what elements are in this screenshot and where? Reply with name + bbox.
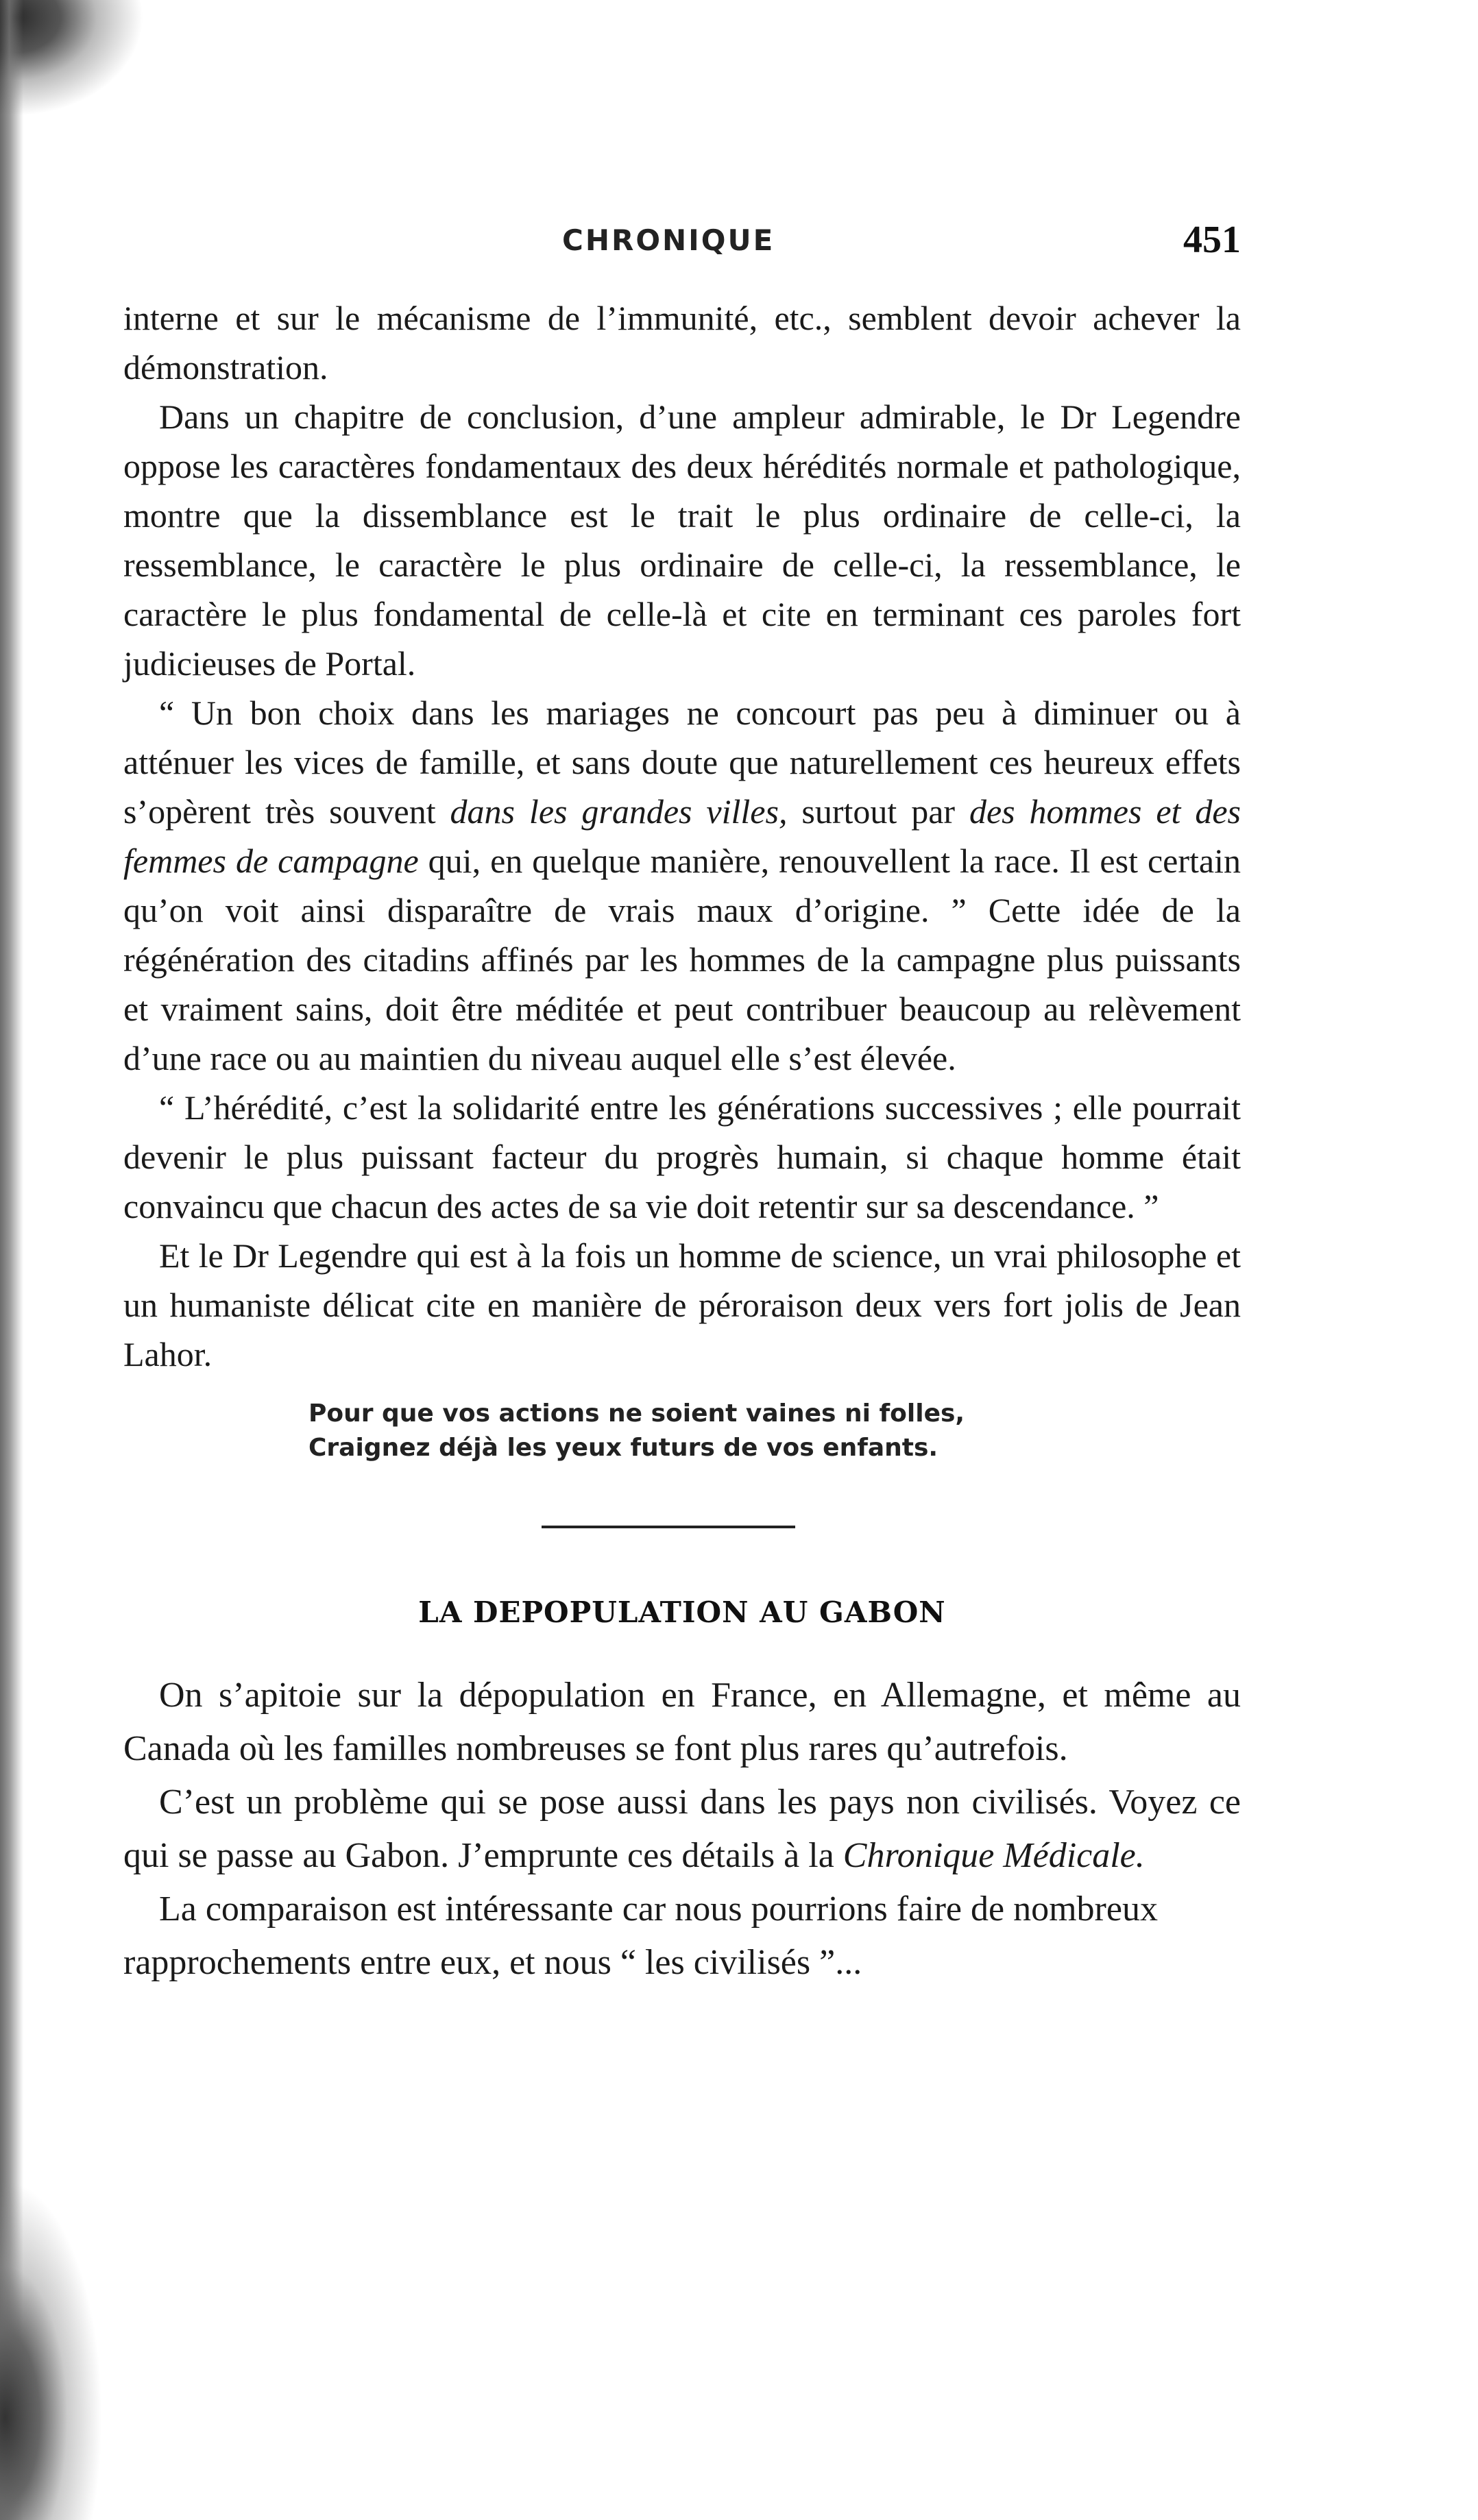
verse-quote — [308, 1397, 1241, 1465]
quote-text-1: “ Un bon choix dans les mariages ne concourt pas peu à diminuer ou à atténuer les vices de famille, et sans doute que naturellement ces heureux effets s’opèrent très souvent — [123, 694, 1241, 831]
section-body — [123, 1669, 1241, 1990]
quote-italic-1: dans les grandes villes, — [450, 792, 788, 831]
running-head: CHRONIQUE — [562, 223, 775, 257]
paragraph-4-quote: “ L’hérédité, c’est la solidarité entre les générations successives ; elle pourrait devenir le plus puissant facteur du progrès humain, si chaque homme était convaincu que chacun des actes de sa vie doit retentir sur sa descendance. ” — [123, 1088, 1241, 1225]
paragraph-5: Et le Dr Legendre qui est à la fois un homme de science, un vrai philosophe et un humaniste délicat cite en manière de péroraison deux vers fort jolis de Jean Lahor. — [123, 1236, 1241, 1373]
section-paragraph-3: La comparaison est intéressante car nous pourrions faire de nombreux rapprochements entre eux, et nous “ les civilisés ”... — [123, 1889, 1158, 1982]
paragraph-3-quote — [123, 688, 1241, 1083]
page-number: 451 — [1183, 219, 1241, 261]
body-text — [123, 293, 1241, 1990]
paragraph-1: interne et sur le mécanisme de l’immunité, etc., semblent devoir achever la démonstration. — [123, 299, 1241, 387]
section-divider — [542, 1526, 795, 1528]
section-paragraph-1: On s’apitoie sur la dépopulation en France, en Allemagne, et même au Canada où les familles nombreuses se font plus rares qu’autrefois. — [123, 1676, 1241, 1768]
verse-line-2: Craignez déjà les yeux futurs de vos enfants. — [308, 1434, 938, 1462]
paragraph-2: Dans un chapitre de conclusion, d’une ampleur admirable, le Dr Legendre oppose les caractères fondamentaux des deux hérédités normale et pathologique, montre que la dissemblance est le trait le plus ordinaire de celle-ci, la ressemblance, le caractère le plus ordinaire de celle-ci, la ressemblance, le caractère le plus fondamental de celle-là et cite en terminant ces paroles fort judicieuses de Portal. — [123, 397, 1241, 683]
verse-line-1: Pour que vos actions ne soient vaines ni folles, — [308, 1399, 965, 1428]
page-header — [123, 218, 1241, 266]
quote-italic-2: des hommes et des femmes de campagne — [123, 792, 1241, 880]
section-paragraph-2-text: C’est un problème qui se pose aussi dans les pays non civilisés. Voyez ce qui se passe au Gabon. J’emprunte ces détails à la — [123, 1783, 1241, 1875]
section-paragraph-2 — [123, 1776, 1241, 1883]
page-edge-shadow-left — [0, 0, 23, 2520]
quote-text-2: surtout par — [787, 792, 969, 831]
section-paragraph-2-italic: Chronique Médicale. — [843, 1836, 1145, 1875]
quote-text-3: qui, en quelque manière, renouvellent la race. Il est certain qu’on voit ainsi disparaître de vrais maux d’origine. ” Cette idée de la régénération des citadins affinés par les hommes de la campagne plus puissants et vraiment sains, doit être méditée et peut contribuer beaucoup au relèvement d’une race ou au maintien du niveau auquel elle s’est élevée. — [123, 842, 1241, 1077]
section-title: LA DEPOPULATION AU GABON — [418, 1595, 946, 1629]
page-edge-shadow-bottom — [0, 2179, 103, 2520]
